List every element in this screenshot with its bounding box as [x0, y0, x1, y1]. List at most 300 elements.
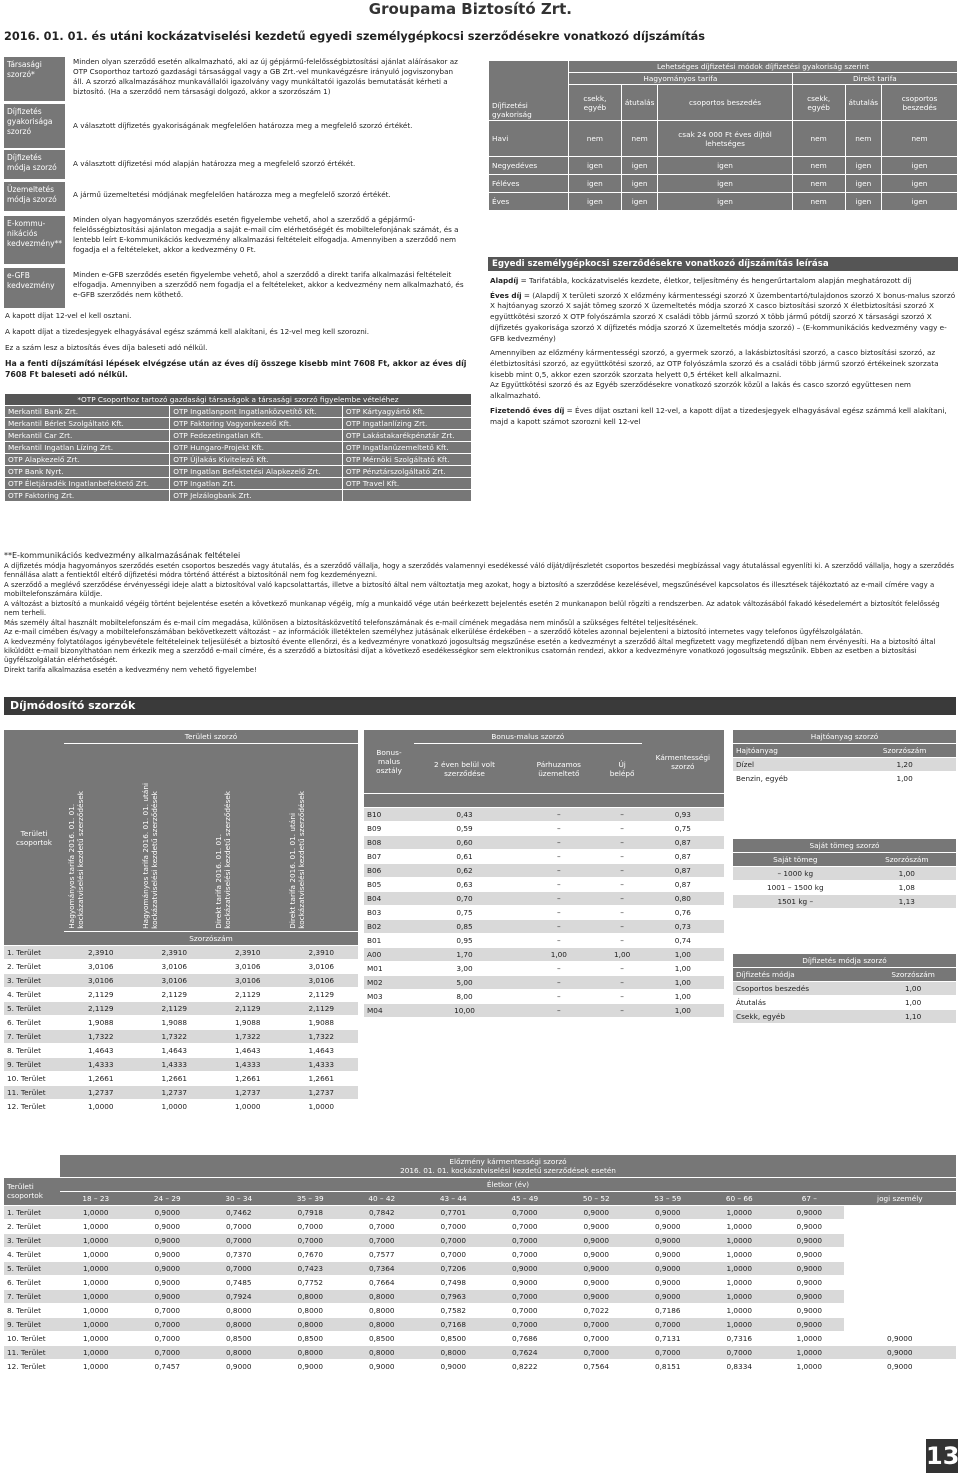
otp-company: OTP Faktoring Vagyonkezelő Kft.: [170, 418, 343, 430]
bonus-row: [364, 948, 724, 962]
freq-col-header: csoportos beszedés: [658, 85, 792, 121]
bonus-value: 0,87: [642, 850, 724, 864]
bonus-value: –: [515, 962, 603, 976]
bonus-value: –: [515, 822, 603, 836]
otp-row: [5, 478, 472, 490]
terulet-value: 1,9088: [285, 1016, 359, 1030]
tomeg-label: 1001 – 1500 kg: [733, 881, 858, 895]
elozmeny-value: 1,0000: [60, 1234, 132, 1248]
elozmeny-value: 0,9000: [561, 1220, 633, 1234]
terulet-value: 3,0106: [285, 974, 359, 988]
terulet-value: 1,0000: [285, 1100, 359, 1114]
bonus-row: [364, 1004, 724, 1018]
freq-table: [488, 60, 958, 211]
company-name: Groupama Biztosító Zrt.: [368, 0, 572, 18]
elozmeny-value: 1,0000: [60, 1290, 132, 1304]
bonus-value: 1,00: [603, 948, 642, 962]
bonus-value: 0,43: [414, 808, 515, 822]
bonus-class: B04: [364, 892, 414, 906]
elozmeny-value: 0,8000: [346, 1290, 418, 1304]
elozmeny-value: 0,9000: [561, 1276, 633, 1290]
otp-company: OTP Újlakás Kivitelező Kft.: [170, 454, 343, 466]
terulet-area: 12. Terület: [4, 1100, 64, 1114]
bonus-value: 8,00: [414, 990, 515, 1004]
bonus-class: B02: [364, 920, 414, 934]
elozmeny-value: 0,9000: [632, 1248, 704, 1262]
bonus-value: 0,63: [414, 878, 515, 892]
terulet-col-label: Hagyományos tarifa 2016. 01. 01. kockázatviselési kezdetű szerződések: [67, 791, 85, 929]
terulet-value: 2,1129: [138, 1002, 212, 1016]
bonus-class: M01: [364, 962, 414, 976]
terulet-row: [4, 974, 358, 988]
fizmod-row: [733, 996, 956, 1010]
elozmeny-value: 1,0000: [60, 1304, 132, 1318]
elozmeny-value: 0,9000: [132, 1234, 204, 1248]
terulet-col-header: [64, 744, 138, 932]
terulet-row: [4, 1058, 358, 1072]
freq-cell: igen: [569, 193, 622, 211]
otp-row: [5, 406, 472, 418]
freq-col-header: csekk, egyéb: [569, 85, 622, 121]
label-tarsasagi: Társasági szorzó*: [4, 57, 65, 101]
terulet-row: [4, 960, 358, 974]
elozmeny-value: 0,8000: [275, 1304, 347, 1318]
elozmeny-value: 0,9000: [132, 1248, 204, 1262]
bonus-row: [364, 850, 724, 864]
bonus-value: 0,87: [642, 878, 724, 892]
bonus-value: –: [603, 920, 642, 934]
bonus-value: 0,85: [414, 920, 515, 934]
bonus-title: Bonus-malus szorzó: [414, 730, 642, 744]
elozmeny-value: 1,0000: [60, 1332, 132, 1346]
terulet-value: 1,4643: [285, 1044, 359, 1058]
elozmeny-value: 0,9000: [775, 1304, 844, 1318]
desc-title: Egyedi személygépkocsi szerződésekre vonatkozó díjszámítás leírása: [488, 257, 958, 271]
terulet-col-header: [285, 744, 359, 932]
elozmeny-value: 1,0000: [704, 1276, 776, 1290]
elozmeny-value: 0,7000: [132, 1346, 204, 1360]
otp-company: Merkantil Bank Zrt.: [5, 406, 170, 418]
terulet-row: [4, 988, 358, 1002]
bonus-value: 1,00: [642, 976, 724, 990]
freq-cell: igen: [658, 175, 792, 193]
freq-row-label: Éves: [489, 193, 569, 211]
bonus-value: 0,59: [414, 822, 515, 836]
freq-col-header: átutalás: [845, 85, 882, 121]
freq-cell: igen: [845, 193, 882, 211]
bonus-value: 0,95: [414, 934, 515, 948]
freq-row: [489, 175, 958, 193]
terulet-value: 1,2661: [64, 1072, 138, 1086]
tomeg-row: [733, 881, 956, 895]
otp-company: OTP Életjáradék Ingatlanbefektető Zrt.: [5, 478, 170, 490]
elozmeny-value: 0,8000: [203, 1304, 275, 1318]
terulet-value: 3,0106: [138, 960, 212, 974]
elozmeny-value: 0,9000: [632, 1234, 704, 1248]
elozmeny-title2: 2016. 01. 01. kockázatviselési kezdetű szerződések esetén: [400, 1166, 616, 1175]
terulet-value: 2,3910: [285, 946, 359, 960]
terulet-value: 2,3910: [64, 946, 138, 960]
freq-cell: nem: [621, 121, 658, 157]
elozmeny-value: 0,9000: [775, 1262, 844, 1276]
elozmeny-row: [4, 1360, 956, 1374]
freq-dir: Direkt tarifa: [792, 73, 957, 85]
age-col: 43 – 44: [418, 1192, 490, 1206]
elozmeny-value: 0,7752: [275, 1276, 347, 1290]
bonus-value: 0,61: [414, 850, 515, 864]
bonus-value: –: [515, 920, 603, 934]
bonus-value: –: [515, 934, 603, 948]
bonus-value: 0,73: [642, 920, 724, 934]
ekomm-line: A szerződő a meglévő szerződése érvényességi ideje alatt a biztosítóval való kapcsolattartás, illetve a biztosító által nem változtatja meg azokat, hogy a biztosító a szerződése kezelésével, megszűnésével kapcsolatos és illesztések tájékoztató az e-mail címére vagy a mobiltelefonszámára küldje.: [4, 580, 935, 599]
ekomm-block: [4, 551, 956, 675]
otp-company: OTP Hungaro-Projekt Kft.: [170, 442, 343, 454]
elozmeny-value: 0,7000: [346, 1234, 418, 1248]
elozmeny-value: 0,7000: [418, 1248, 490, 1262]
ekomm-title: **E-kommunikációs kedvezmény alkalmazásának feltételei: [4, 551, 241, 560]
terulet-value: 1,2737: [138, 1086, 212, 1100]
elozmeny-value: 0,7000: [632, 1346, 704, 1360]
elozmeny-value: 0,9000: [132, 1220, 204, 1234]
label-ekomm: E-kommu-nikációs kedvezmény**: [4, 216, 65, 264]
otp-company: OTP Travel Kft.: [342, 478, 471, 490]
bonus-value: –: [515, 864, 603, 878]
terulet-col-header: [211, 744, 285, 932]
bonus-value: –: [515, 892, 603, 906]
freq-cell: nem: [845, 121, 882, 157]
otp-company: OTP Ingatlanlízing Zrt.: [342, 418, 471, 430]
elozmeny-value: 0,9000: [844, 1346, 956, 1360]
tomeg-row: [733, 895, 956, 909]
otp-row: [5, 454, 472, 466]
elozmeny-value: 0,9000: [561, 1290, 633, 1304]
elozmeny-value: 0,9000: [632, 1206, 704, 1220]
terulet-value: 3,0106: [64, 974, 138, 988]
elozmeny-value: 0,7498: [418, 1276, 490, 1290]
elozmeny-value: 1,0000: [60, 1346, 132, 1360]
bonus-value: –: [603, 808, 642, 822]
otp-company: OTP Jelzálogbank Zrt.: [170, 490, 343, 502]
bonus-class: B03: [364, 906, 414, 920]
freq-cell: nem: [569, 121, 622, 157]
elozmeny-value: 0,7186: [632, 1304, 704, 1318]
elozmeny-value: 0,7000: [203, 1234, 275, 1248]
elozmeny-area: 8. Terület: [4, 1304, 60, 1318]
otp-company: OTP Bank Nyrt.: [5, 466, 170, 478]
freq-cell: igen: [569, 175, 622, 193]
elozmeny-value: 0,9000: [775, 1290, 844, 1304]
elozmeny-value: 1,0000: [704, 1262, 776, 1276]
elozmeny-row: [4, 1262, 956, 1276]
bonus-value: 0,87: [642, 836, 724, 850]
terulet-row: [4, 1016, 358, 1030]
otp-company: Merkantil Ingatlan Lízing Zrt.: [5, 442, 170, 454]
bonus-col-0: Bonus-malus osztály: [364, 730, 414, 794]
bonus-value: 0,62: [414, 864, 515, 878]
bonus-table: [364, 730, 724, 1018]
bonus-value: 0,76: [642, 906, 724, 920]
tomeg-value: 1,08: [858, 881, 956, 895]
freq-cell: nem: [792, 157, 845, 175]
freq-cell: igen: [845, 175, 882, 193]
bonus-class: M02: [364, 976, 414, 990]
terulet-area: 7. Terület: [4, 1030, 64, 1044]
elozmeny-value: 0,7423: [275, 1262, 347, 1276]
page-number: 13: [926, 1439, 958, 1473]
freq-row: [489, 121, 958, 157]
terulet-value: 1,0000: [211, 1100, 285, 1114]
terulet-row: [4, 1044, 358, 1058]
freq-col-header: csekk, egyéb: [792, 85, 845, 121]
elozmeny-value: 0,7000: [561, 1332, 633, 1346]
elozmeny-value: 1,0000: [60, 1248, 132, 1262]
terulet-row: [4, 1086, 358, 1100]
terulet-value: 2,1129: [138, 988, 212, 1002]
freq-cell: igen: [658, 157, 792, 175]
bonus-value: –: [515, 976, 603, 990]
ekomm-line: A díjfizetés módja hagyományos szerződés esetén csoportos beszedés vagy átutalás, és a szerződő vállalja, hogy a szerződés valamennyi esedékessé váló díját/díjrészletét csoportos beszedési megbízással vagy átutalással egyenlíti ki. A szerződő vállalja, hogy a szerződés fennállása alatt a fentiektől eltérő díjfizetési módra történő áttérést a biztosítónál nem fog kezdeményezni.: [4, 561, 955, 580]
otp-row: [5, 490, 472, 502]
elozmeny-value: 0,7918: [275, 1206, 347, 1220]
elozmeny-value: 0,7000: [203, 1262, 275, 1276]
tomeg-label: 1501 kg –: [733, 895, 858, 909]
elozmeny-value: 0,7000: [418, 1220, 490, 1234]
elozmeny-table: [4, 1155, 956, 1374]
label-fizmod: Díjfizetés módja szorzó: [4, 150, 65, 179]
note-1: A kapott díjat 12-vel el kell osztani.: [5, 311, 132, 320]
terulet-area: 5. Terület: [4, 1002, 64, 1016]
elozmeny-value: 0,7316: [704, 1332, 776, 1346]
bonus-value: –: [603, 1004, 642, 1018]
terulet-value: 1,4643: [64, 1044, 138, 1058]
elozmeny-value: 0,7624: [489, 1346, 561, 1360]
bonus-value: 1,70: [414, 948, 515, 962]
age-col: 67 –: [775, 1192, 844, 1206]
bonus-value: –: [603, 962, 642, 976]
ekomm-line: Az e-mail címében és/vagy a mobiltelefonszámában bekövetkezett változást – az információk illetéktelen személyhez jutásának elkerülése érdekében – a szerződő köteles azonnal bejelenteni a biztosító internetes vagy telefonos ügyfélszolgálatán.: [4, 628, 863, 637]
freq-cell: igen: [569, 157, 622, 175]
elozmeny-area: 5. Terület: [4, 1262, 60, 1276]
elozmeny-value: 0,8000: [203, 1318, 275, 1332]
terulet-value: 2,1129: [211, 1002, 285, 1016]
terulet-value: 1,2661: [211, 1072, 285, 1086]
label-gyakorisag: Díjfizetés gyakorisága szorzó: [4, 104, 65, 148]
elozmeny-value: 0,7000: [132, 1332, 204, 1346]
elozmeny-area: 6. Terület: [4, 1276, 60, 1290]
terulet-row: [4, 1100, 358, 1114]
elozmeny-value: 0,9000: [775, 1234, 844, 1248]
bonus-value: 1,00: [642, 1004, 724, 1018]
tomeg-c2: Szorzószám: [858, 853, 956, 867]
hajto-c2: Szorzószám: [853, 744, 956, 758]
label-uzemeltetes: Üzemeltetés módja szorzó: [4, 182, 65, 211]
page-title: 2016. 01. 01. és utáni kockázatviselési kezdetű egyedi személygépkocsi szerződésekre vonatkozó díjszámítás: [4, 30, 706, 43]
elozmeny-value: 0,7000: [489, 1304, 561, 1318]
freq-cell: nem: [792, 193, 845, 211]
terulet-value: 1,9088: [211, 1016, 285, 1030]
age-col: 30 – 34: [203, 1192, 275, 1206]
bonus-value: 5,00: [414, 976, 515, 990]
hajto-c1: Hajtóanyag: [733, 744, 853, 758]
bonus-class: A00: [364, 948, 414, 962]
hajto-value: 1,20: [853, 758, 956, 772]
elozmeny-value: 1,0000: [775, 1332, 844, 1346]
elozmeny-value: 0,8500: [275, 1332, 347, 1346]
terulet-value: 2,1129: [285, 988, 359, 1002]
terulet-table: [4, 730, 358, 1114]
elozmeny-value: 0,9000: [275, 1360, 347, 1374]
terulet-value: 1,2661: [138, 1072, 212, 1086]
terulet-value: 2,3910: [211, 946, 285, 960]
elozmeny-value: 1,0000: [704, 1318, 776, 1332]
elozmeny-area: 7. Terület: [4, 1290, 60, 1304]
bonus-value: –: [603, 850, 642, 864]
elozmeny-value: 1,0000: [704, 1234, 776, 1248]
elozmeny-area: 9. Terület: [4, 1318, 60, 1332]
bonus-class: B08: [364, 836, 414, 850]
bonus-row: [364, 808, 724, 822]
bonus-row: [364, 892, 724, 906]
fizmod-value: 1,00: [870, 996, 956, 1010]
bonus-value: 3,00: [414, 962, 515, 976]
terulet-col-header: [138, 744, 212, 932]
elozmeny-value: 0,7000: [203, 1220, 275, 1234]
terulet-area: 9. Terület: [4, 1058, 64, 1072]
otp-row: [5, 430, 472, 442]
terulet-value: 1,9088: [64, 1016, 138, 1030]
bonus-value: 0,75: [414, 906, 515, 920]
bonus-value: –: [603, 906, 642, 920]
elozmeny-value: 0,7000: [275, 1220, 347, 1234]
elozmeny-value: 0,8222: [489, 1360, 561, 1374]
bonus-value: –: [603, 976, 642, 990]
fiz-key: Fizetendő éves díj: [490, 405, 565, 415]
elozmeny-value: 0,9000: [844, 1332, 956, 1346]
hajto-value: 1,00: [853, 772, 956, 786]
evesdij-key: Éves díj: [490, 290, 522, 300]
age-col: 40 – 42: [346, 1192, 418, 1206]
bonus-value: –: [603, 934, 642, 948]
bonus-value: 0,74: [642, 934, 724, 948]
otp-row: [5, 418, 472, 430]
freq-title: Lehetséges díjfizetési módok díjfizetési gyakoriság szerint: [569, 61, 958, 73]
elozmeny-value: 0,7022: [561, 1304, 633, 1318]
fizmod-label: Csoportos beszedés: [733, 982, 870, 996]
elozmeny-value: 0,9000: [775, 1276, 844, 1290]
bonus-value: 0,70: [414, 892, 515, 906]
bonus-value: 1,00: [642, 962, 724, 976]
terulet-value: 2,1129: [64, 1002, 138, 1016]
elozmeny-value: 0,9000: [132, 1290, 204, 1304]
fizmod-label: Átutalás: [733, 996, 870, 1010]
bonus-value: 1,00: [642, 990, 724, 1004]
elozmeny-age: Életkor (év): [60, 1178, 956, 1192]
terulet-area: 1. Terület: [4, 946, 64, 960]
terulet-value: 3,0106: [211, 974, 285, 988]
tomeg-c1: Saját tömeg: [733, 853, 858, 867]
text-ekomm: Minden olyan hagyományos szerződés esetén figyelembe vehető, ahol a szerződő a gépjármű-felelősségbiztosítási ajánlaton megadja a saját e-mail cím elérhetőségét és mobiltelefonjának számát, és a lentebb leírt E-kommunikációs kedvezmény alkalmazási feltételeit elfogadja. Amennyiben a szerződő nem fogadja el a feltételeket, akkor a kedvezmény 0 Ft.: [73, 215, 459, 254]
bonus-row: [364, 962, 724, 976]
bonus-row: [364, 878, 724, 892]
alapdij-key: Alapdíj: [490, 276, 519, 285]
elozmeny-row: [4, 1206, 956, 1220]
freq-rowhead: Díjfizetési gyakoriság: [489, 61, 569, 121]
hajto-label: Dízel: [733, 758, 853, 772]
elozmeny-value: 0,9000: [561, 1206, 633, 1220]
bonus-value: –: [515, 1004, 603, 1018]
elozmeny-value: 0,7000: [132, 1318, 204, 1332]
bonus-row: [364, 920, 724, 934]
freq-cell: igen: [621, 193, 658, 211]
elozmeny-value: 0,7000: [561, 1346, 633, 1360]
terulet-value: 1,4643: [138, 1044, 212, 1058]
terulet-sub: Szorzószám: [64, 932, 358, 946]
freq-row-label: Havi: [489, 121, 569, 157]
elozmeny-value: 0,7686: [489, 1332, 561, 1346]
terulet-value: 1,4333: [285, 1058, 359, 1072]
elozmeny-value: 0,9000: [775, 1220, 844, 1234]
elozmeny-value: 0,8000: [275, 1290, 347, 1304]
otp-company: OTP Ingatlan Befektetési Alapkezelő Zrt.: [170, 466, 343, 478]
elozmeny-value: 0,9000: [561, 1248, 633, 1262]
terulet-value: 1,7322: [285, 1030, 359, 1044]
age-col: 35 – 39: [275, 1192, 347, 1206]
age-col: 18 – 23: [60, 1192, 132, 1206]
elozmeny-title: [60, 1155, 956, 1178]
terulet-value: 1,0000: [138, 1100, 212, 1114]
freq-cell: igen: [658, 193, 792, 211]
terulet-col-label: Direkt tarifa 2016. 01. 01. kockázatviselési kezdetű szerződések: [214, 791, 232, 929]
bonus-row: [364, 906, 724, 920]
age-col: jogi személy: [844, 1192, 956, 1206]
bonus-row: [364, 836, 724, 850]
tomeg-title: Saját tömeg szorzó: [733, 839, 956, 853]
elozmeny-value: 0,8000: [346, 1318, 418, 1332]
fizmod-c2: Szorzószám: [870, 968, 956, 982]
freq-cell: nem: [882, 121, 958, 157]
bonus-value: 1,00: [642, 948, 724, 962]
elozmeny-value: 0,7000: [489, 1318, 561, 1332]
elozmeny-value: 0,7577: [346, 1248, 418, 1262]
note-2: A kapott díjat a tizedesjegyek elhagyásával egész számmá kell alakítani, és 12-vel meg kell szorozni.: [5, 327, 370, 336]
terulet-area: 10. Terület: [4, 1072, 64, 1086]
terulet-value: 3,0106: [285, 960, 359, 974]
elozmeny-value: 0,7000: [489, 1206, 561, 1220]
otp-company: OTP Lakástakarékpénztár Zrt.: [342, 430, 471, 442]
bonus-value: 1,00: [515, 948, 603, 962]
terulet-value: 2,1129: [64, 988, 138, 1002]
elozmeny-area: 1. Terület: [4, 1206, 60, 1220]
elozmeny-value: 0,7168: [418, 1318, 490, 1332]
elozmeny-value: 0,7670: [275, 1248, 347, 1262]
otp-title: *OTP Csoporthoz tartozó gazdasági társaságok a társasági szorzó figyelembe vételéhez: [5, 394, 472, 406]
text-gyakorisag: A választott díjfizetés gyakoriságának megfelelően határozza meg a megfelelő szorzó értékét.: [73, 121, 413, 130]
elozmeny-value: 0,9000: [132, 1206, 204, 1220]
terulet-value: 3,0106: [138, 974, 212, 988]
bonus-class: B05: [364, 878, 414, 892]
terulet-row: [4, 1002, 358, 1016]
elozmeny-value: 0,7963: [418, 1290, 490, 1304]
elozmeny-value: 0,7000: [346, 1220, 418, 1234]
bonus-value: –: [515, 906, 603, 920]
elozmeny-row: [4, 1248, 956, 1262]
freq-cell: nem: [792, 175, 845, 193]
alapdij-text: = Tarifatábla, kockázatviselés kezdete, életkor, teljesítmény és hengerűrtartalom alapján meghatározott díj: [518, 276, 912, 285]
fizmod-value: 1,00: [870, 982, 956, 996]
elozmeny-value: 0,9000: [632, 1276, 704, 1290]
elozmeny-row: [4, 1318, 956, 1332]
elozmeny-value: 0,7370: [203, 1248, 275, 1262]
